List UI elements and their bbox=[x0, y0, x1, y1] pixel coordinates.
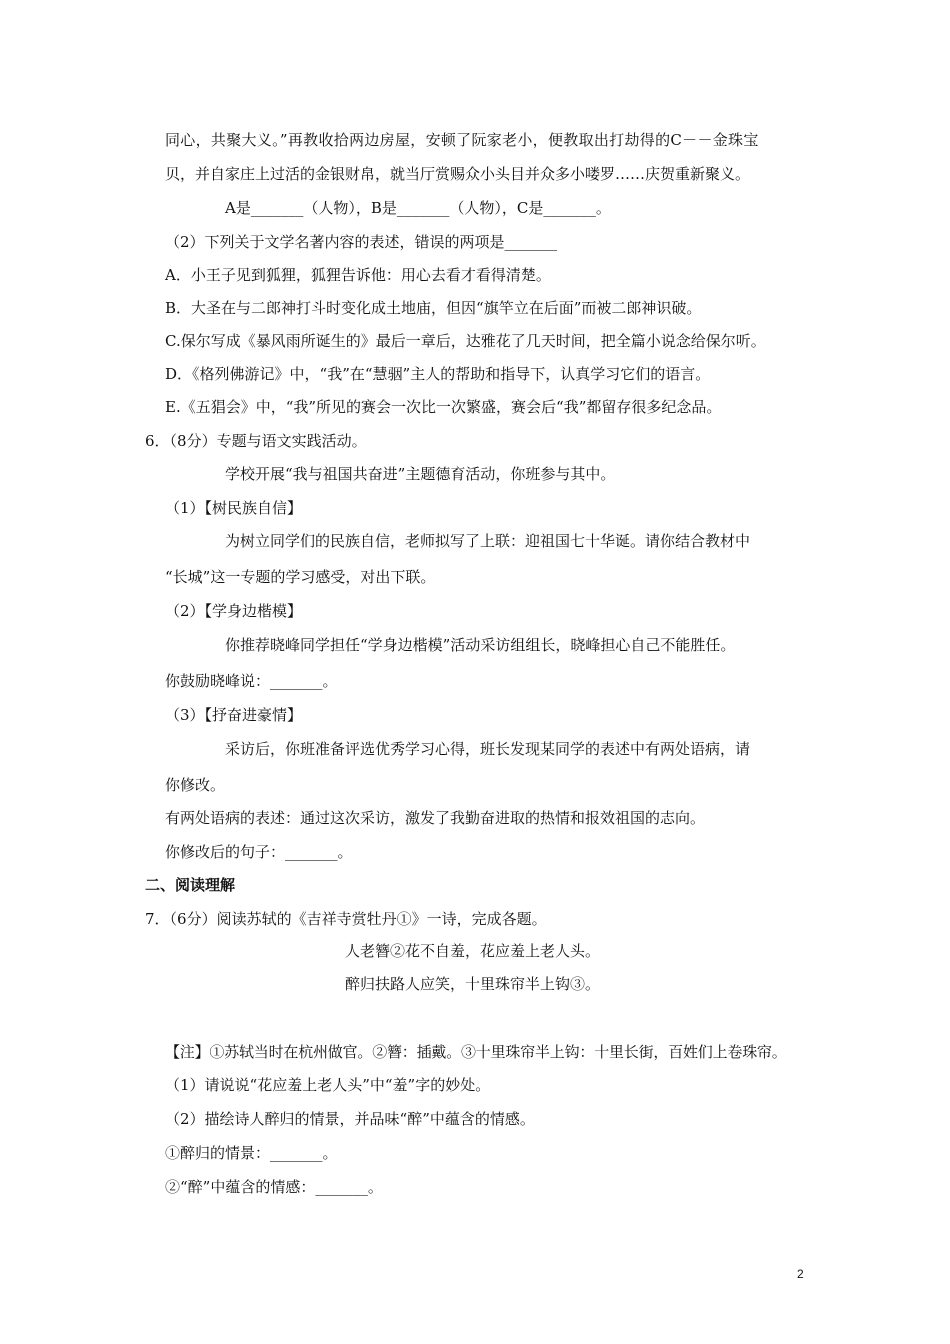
text-line: 贝，并自家庄上过活的金银财帛，就当厅赏赐众小头目并众多小喽罗……庆贺重新聚义。 bbox=[165, 165, 751, 183]
text-line: ①醉归的情景：_______。 bbox=[165, 1144, 338, 1162]
question-line: （2）下列关于文学名著内容的表述，错误的两项是_______ bbox=[165, 233, 558, 251]
option-line: A．小王子见到狐狸，狐狸告诉他：用心去看才看得清楚。 bbox=[165, 266, 551, 284]
text-line: 你鼓励晓峰说：_______。 bbox=[165, 672, 338, 690]
option-line: E.《五猖会》中，“我”所见的赛会一次比一次繁盛，赛会后“我”都留存很多纪念品。 bbox=[165, 398, 722, 416]
text-line: 有两处语病的表述：通过这次采访，激发了我勤奋进取的热情和报效祖国的志向。 bbox=[165, 809, 706, 827]
subquestion-line: （2）【学身边楷模】 bbox=[165, 602, 303, 620]
text-line: 你修改后的句子：_______。 bbox=[165, 843, 353, 861]
subquestion-line: （3）【抒奋进豪情】 bbox=[165, 706, 303, 724]
subquestion-line: （1）【树民族自信】 bbox=[165, 499, 303, 517]
text-line: ②“醉”中蕴含的情感：_______。 bbox=[165, 1178, 383, 1196]
subquestion-line: （2）描绘诗人醉归的情景，并品味“醉”中蕴含的情感。 bbox=[165, 1110, 535, 1128]
option-line: D．《格列佛游记》中，“我”在“慧骃”主人的帮助和指导下，认真学习它们的语言。 bbox=[165, 365, 711, 383]
page-number: 2 bbox=[797, 1267, 804, 1281]
option-line: C.保尔写成《暴风雨所诞生的》最后一章后，达雅花了几天时间，把全篇小说念给保尔听。 bbox=[165, 332, 766, 350]
question-heading: 6．（8分）专题与语文实践活动。 bbox=[145, 432, 367, 450]
text-line: 同心，共聚大义。”再教收拾两边房屋，安顿了阮家老小，便教取出打劫得的C－－金珠宝 bbox=[165, 131, 759, 149]
poem-line: 醉归扶路人应笑，十里珠帘半上钩③。 bbox=[345, 975, 601, 993]
text-line: 你推荐晓峰同学担任“学身边楷模”活动采访组组长，晓峰担心自己不能胜任。 bbox=[225, 636, 736, 654]
question-heading: 7．（6分）阅读苏轼的《吉祥寺赏牡丹①》一诗，完成各题。 bbox=[145, 910, 547, 928]
text-line: 采访后，你班准备评选优秀学习心得，班长发现某同学的表述中有两处语病，请 bbox=[225, 740, 751, 758]
text-line: “长城”这一专题的学习感受，对出下联。 bbox=[165, 568, 436, 586]
text-line: 为树立同学们的民族自信，老师拟写了上联：迎祖国七十华诞。请你结合教材中 bbox=[225, 532, 751, 550]
text-line: 学校开展“我与祖国共奋进”主题德育活动，你班参与其中。 bbox=[225, 465, 616, 483]
text-line: 你修改。 bbox=[165, 776, 226, 794]
poem-line: 人老簪②花不自羞，花应羞上老人头。 bbox=[345, 942, 601, 960]
subquestion-line: （1）请说说“花应羞上老人头”中“羞”字的妙处。 bbox=[165, 1076, 491, 1094]
section-heading: 二、阅读理解 bbox=[145, 876, 236, 894]
note-line: 【注】①苏轼当时在杭州做官。②簪：插戴。③十里珠帘半上钩：十里长街，百姓们上卷珠帘。 bbox=[165, 1043, 787, 1061]
text-line: A是_______（人物），B是_______（人物），C是_______。 bbox=[225, 199, 611, 217]
option-line: B．大圣在与二郎神打斗时变化成土地庙，但因“旗竿立在后面”而被二郎神识破。 bbox=[165, 299, 702, 317]
